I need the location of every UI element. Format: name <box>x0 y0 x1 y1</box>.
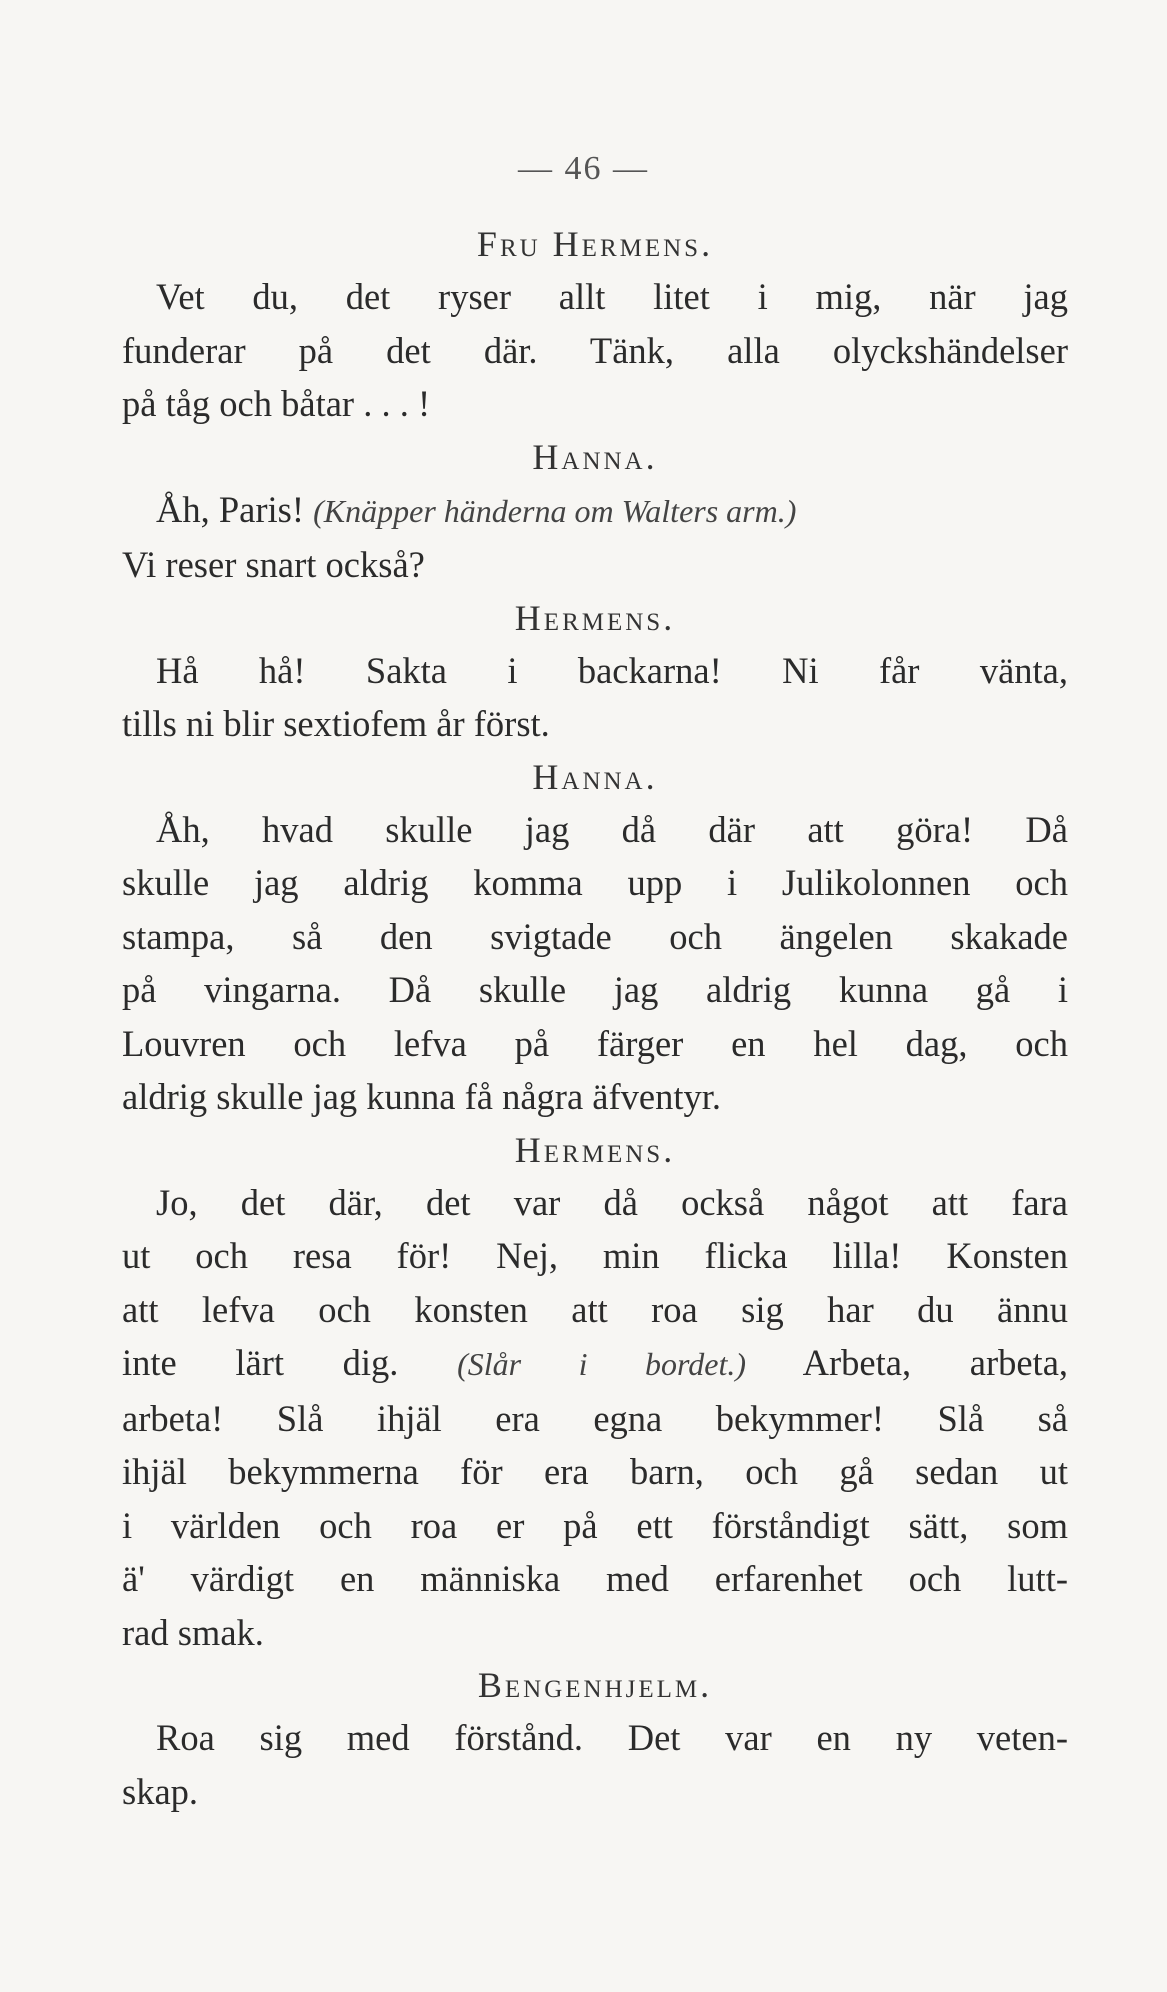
text-line: på vingarna. Då skulle jag aldrig kunna gå i <box>122 969 1068 1010</box>
text-line: skap. <box>122 1770 199 1812</box>
speaker-name: Hermens. <box>514 597 676 638</box>
text-line: aldrig skulle jag kunna få några äfventyr. <box>122 1076 721 1117</box>
text-fragment: inte lärt dig. <box>122 1342 399 1383</box>
text-line: på tåg och båtar . . . ! <box>122 383 431 424</box>
text-line: Roa sig med förstånd. Det var en ny veten- <box>156 1717 1068 1758</box>
stage-direction: (Slår i bordet.) <box>457 1346 747 1382</box>
text-fragment: Åh, Paris! <box>156 488 305 530</box>
speaker-name: Hanna. <box>532 756 658 797</box>
speaker-name: Fru Hermens. <box>476 224 714 264</box>
text-line: Hå hå! Sakta i backarna! Ni får vänta, <box>156 649 1068 691</box>
speaker-name: Hanna. <box>532 436 658 477</box>
text-column <box>122 218 1068 1818</box>
text-line: ihjäl bekymmerna för era barn, och gå sedan ut <box>122 1451 1068 1492</box>
text-line: Åh, hvad skulle jag då där att göra! Då <box>156 808 1068 850</box>
text-line: stampa, så den svigtade och ängelen skakade <box>122 915 1068 957</box>
text-line: skulle jag aldrig komma upp i Julikolonnen och <box>122 862 1068 903</box>
page-number: — 46 — <box>518 150 649 187</box>
text-line <box>122 1336 1068 1392</box>
text-line: i världen och roa er på ett förståndigt sätt, som <box>122 1504 1068 1546</box>
speaker-name: Hermens. <box>514 1129 676 1170</box>
text-line: tills ni blir sextiofem år först. <box>122 703 550 744</box>
text-line: funderar på det där. Tänk, alla olyckshändelser <box>122 329 1068 371</box>
text-line: Jo, det där, det var då också något att fara <box>156 1181 1068 1223</box>
text-line: ut och resa för! Nej, min flicka lilla! Konsten <box>122 1235 1068 1276</box>
speaker-name: Bengenhjelm. <box>477 1665 713 1705</box>
text-line: rad smak. <box>122 1611 264 1653</box>
text-line: arbeta! Slå ihjäl era egna bekymmer! Slå så <box>122 1397 1068 1439</box>
text-line: ä' värdigt en människa med erfarenhet och lutt- <box>122 1558 1068 1599</box>
text-line: Louvren och lefva på färger en hel dag, och <box>122 1022 1068 1064</box>
text-fragment: Arbeta, arbeta, <box>802 1342 1069 1383</box>
text-line: Vi reser snart också? <box>122 544 425 585</box>
text-line: Vet du, det ryser allt litet i mig, när jag <box>156 276 1068 317</box>
stage-direction: (Knäpper händerna om Walters arm.) <box>313 492 797 529</box>
text-line <box>122 483 1068 539</box>
text-line: att lefva och konsten att roa sig har du ännu <box>122 1288 1068 1330</box>
